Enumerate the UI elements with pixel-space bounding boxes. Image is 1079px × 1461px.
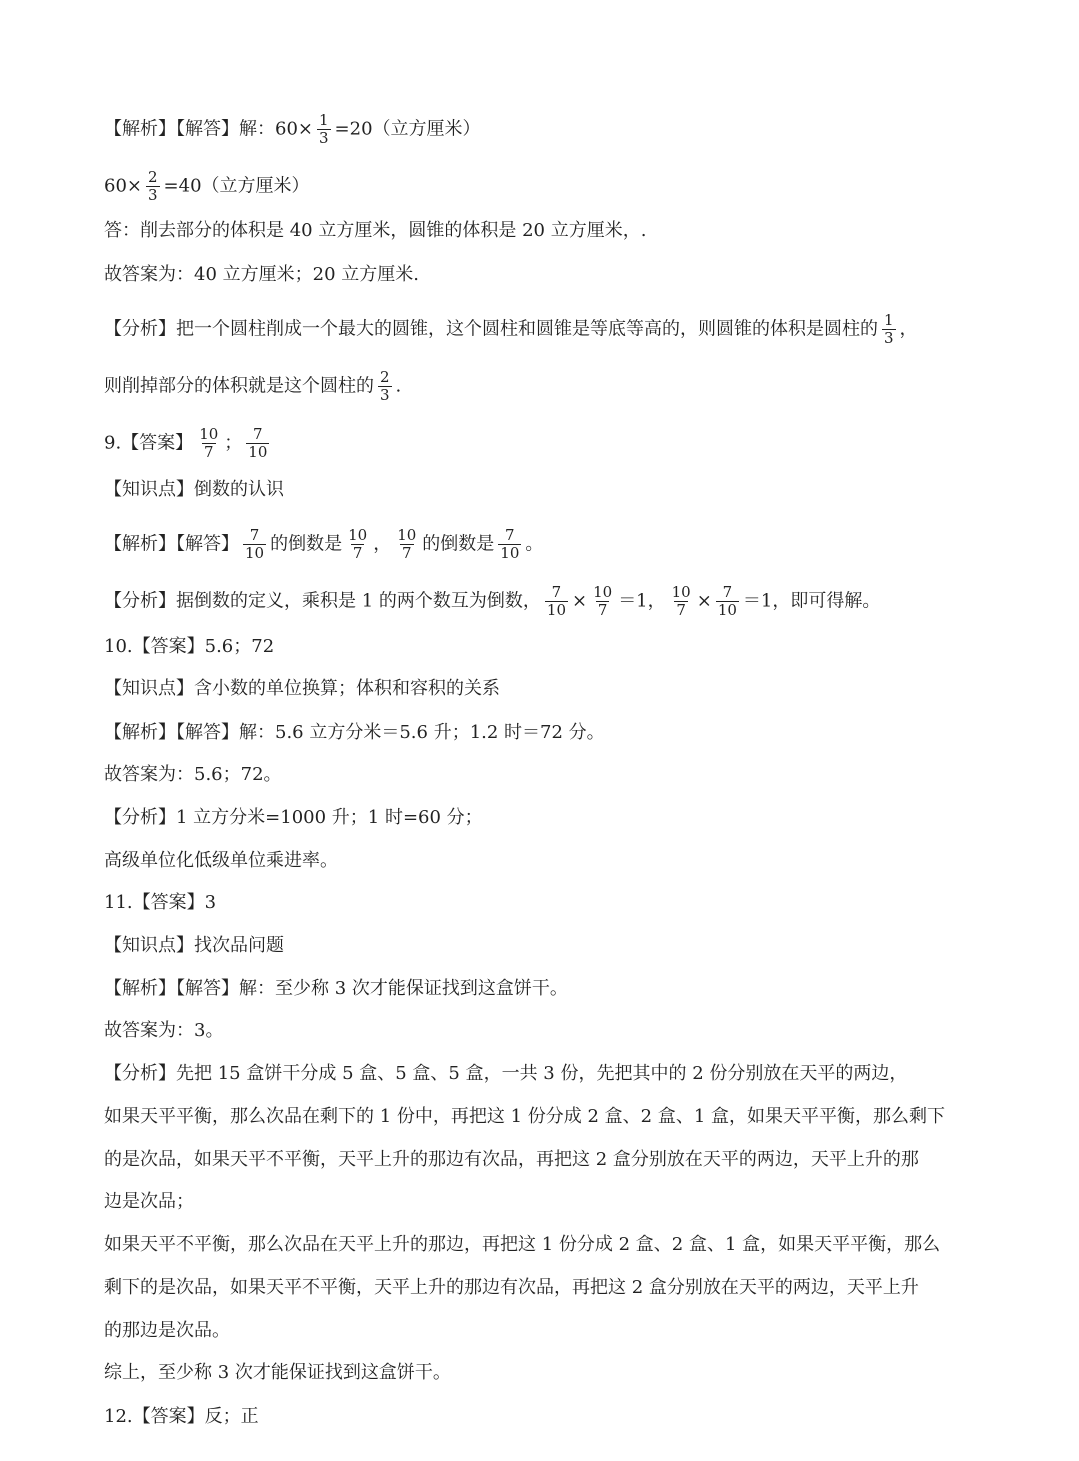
q11-answer: 11.【答案】3 — [104, 892, 217, 913]
fraction: $\frac{10}{7}$ — [397, 526, 417, 562]
q10-final-answer: 故答案为：5.6；72。 — [104, 764, 282, 785]
q10-analysis-line2: 高级单位化低级单位乘进率。 — [104, 850, 338, 871]
fraction: $\frac{7}{10}$ — [500, 526, 520, 562]
q11-analysis-line2: 如果天平平衡，那么次品在剩下的 1 份中，再把这 1 份分成 2 盒、2 盒、1 盒，如果天平平衡，那么剩下 — [104, 1106, 946, 1127]
q11-summary: 综上，至少称 3 次才能保证找到这盒饼干。 — [104, 1362, 451, 1383]
q12-answer: 12.【答案】反；正 — [104, 1406, 259, 1427]
q9-solution: 【解析】【解答】 $\frac{7}{10}$ 的倒数是 $\frac{10}{7}$ ， $\frac{10}{7}$ 的倒数是 $\frac{7}{10}$ 。 — [104, 526, 544, 562]
q11-analysis-line1: 【分析】先把 15 盒饼干分成 5 盒、5 盒、5 盒，一共 3 份，先把其中的 2 份分别放在天平的两边， — [104, 1063, 908, 1084]
q9-answer: 9.【答案】 $\frac{10}{7}$ ； $\frac{7}{10}$ — [104, 425, 268, 461]
q10-analysis-line1: 【分析】1 立方分米=1000 升；1 时=60 分； — [104, 807, 483, 828]
q11-analysis-line7: 的那边是次品。 — [104, 1320, 230, 1341]
fraction: $\frac{10}{7}$ — [671, 583, 691, 619]
q9-knowledge-point: 【知识点】倒数的认识 — [104, 479, 284, 500]
q8-solution-line1: 【解析】【解答】解：60× $\frac{1}{3}$ =20（立方厘米） — [104, 111, 481, 147]
q11-analysis-line5: 如果天平不平衡，那么次品在天平上升的那边，再把这 1 份分成 2 盒、2 盒、1 盒，如果天平平衡，那么 — [104, 1234, 941, 1255]
q11-solution: 【解析】【解答】解：至少称 3 次才能保证找到这盒饼干。 — [104, 978, 568, 999]
fraction: $\frac{1}{3}$ — [319, 111, 329, 147]
q11-final-answer: 故答案为：3。 — [104, 1020, 224, 1041]
fraction: $\frac{7}{10}$ — [546, 583, 566, 619]
q11-analysis-line4: 边是次品； — [104, 1191, 194, 1212]
q11-analysis-line3: 的是次品，如果天平不平衡，天平上升的那边有次品，再把这 2 盒分别放在天平的两边，天平上升的那 — [104, 1149, 919, 1170]
fraction: $\frac{10}{7}$ — [348, 526, 368, 562]
q8-solution-line2: 60× $\frac{2}{3}$ =40（立方厘米） — [104, 168, 310, 204]
fraction: $\frac{2}{3}$ — [148, 168, 158, 204]
q8-analysis-line1: 【分析】把一个圆柱削成一个最大的圆锥，这个圆柱和圆锥是等底等高的，则圆锥的体积是圆柱的 $\frac{1}{3}$ ， — [104, 311, 918, 347]
fraction: $\frac{7}{10}$ — [245, 526, 265, 562]
fraction: $\frac{7}{10}$ — [248, 425, 268, 461]
q8-answer: 答：削去部分的体积是 40 立方厘米，圆锥的体积是 20 立方厘米，. — [104, 220, 647, 241]
q10-answer: 10.【答案】5.6；72 — [104, 636, 275, 657]
q11-analysis-line6: 剩下的是次品，如果天平不平衡，天平上升的那边有次品，再把这 2 盒分别放在天平的两边，天平上升 — [104, 1277, 919, 1298]
fraction: $\frac{7}{10}$ — [717, 583, 737, 619]
q11-knowledge-point: 【知识点】找次品问题 — [104, 935, 284, 956]
fraction: $\frac{2}{3}$ — [380, 368, 390, 404]
q10-knowledge-point: 【知识点】含小数的单位换算；体积和容积的关系 — [104, 678, 500, 699]
fraction: $\frac{10}{7}$ — [199, 425, 219, 461]
q8-analysis-line2: 则削掉部分的体积就是这个圆柱的 $\frac{2}{3}$ . — [104, 368, 402, 404]
q10-solution: 【解析】【解答】解：5.6 立方分米＝5.6 升；1.2 时＝72 分。 — [104, 722, 605, 743]
q8-final-answer: 故答案为：40 立方厘米；20 立方厘米. — [104, 264, 419, 285]
fraction: $\frac{1}{3}$ — [884, 311, 894, 347]
q9-analysis: 【分析】据倒数的定义，乘积是 1 的两个数互为倒数， $\frac{7}{10}$ × $\frac{10}{7}$ ＝1， $\frac{10}{7}$ × $\frac{7}{10}$ ＝1，即可得解。 — [104, 583, 881, 619]
fraction: $\frac{10}{7}$ — [593, 583, 613, 619]
